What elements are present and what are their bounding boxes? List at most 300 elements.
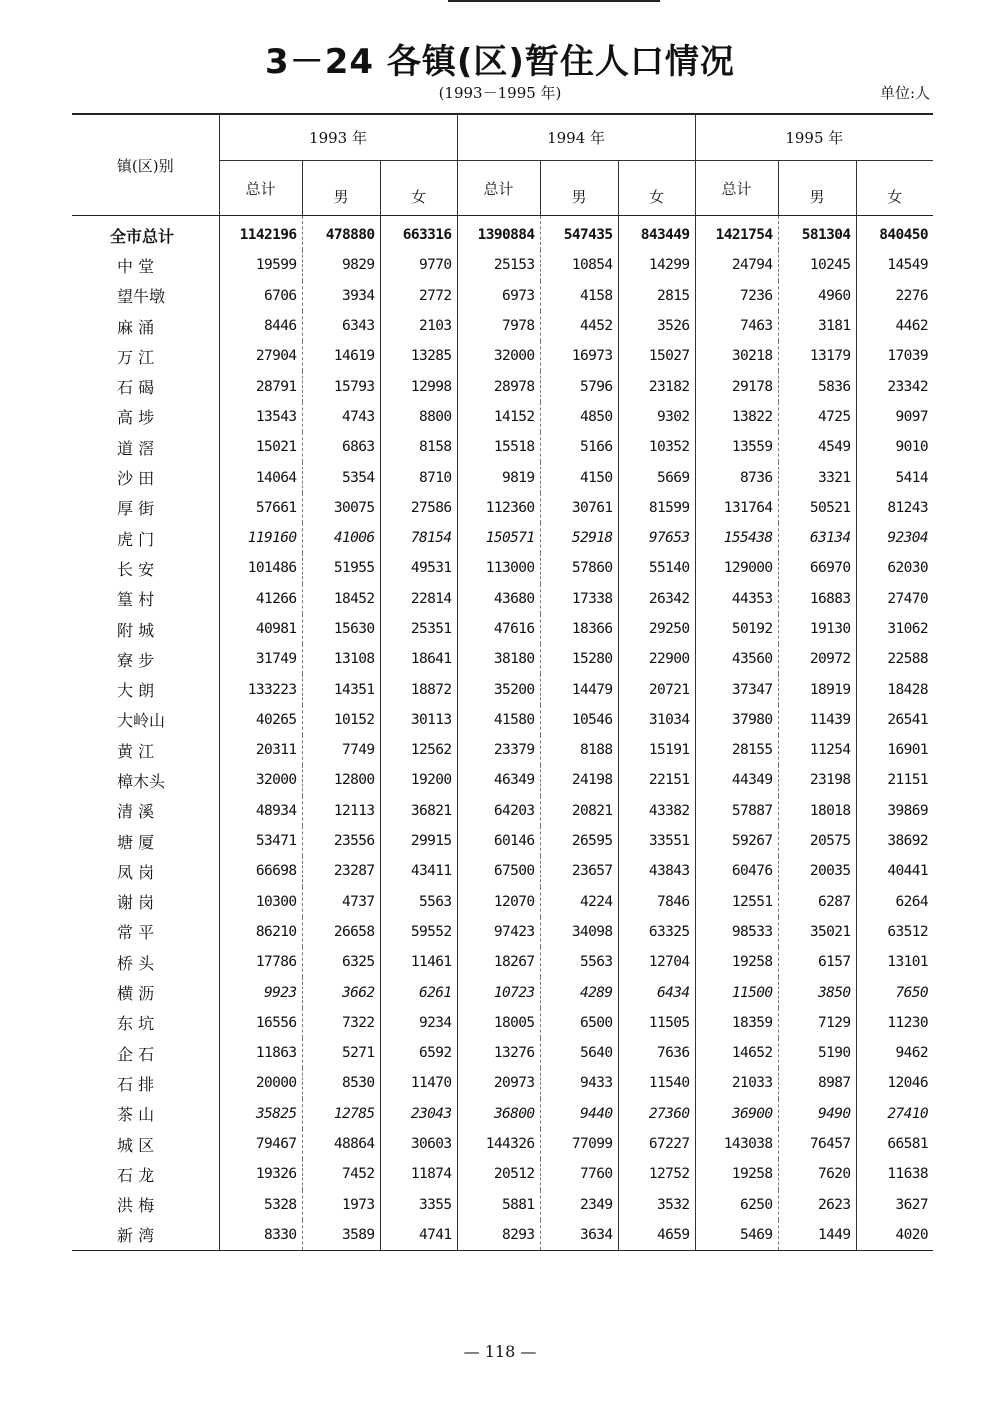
cell-female: 13101 <box>887 954 929 971</box>
cell-total: 19258 <box>695 1159 778 1189</box>
cell-male: 4224 <box>540 887 618 917</box>
town-name: 凤 岗 <box>72 856 219 886</box>
cell-total: 113000 <box>457 553 540 583</box>
cell-total: 50192 <box>695 614 778 644</box>
cell-total: 66698 <box>219 856 302 886</box>
cell-female: 26342 <box>618 584 695 614</box>
cell-female: 29250 <box>618 614 695 644</box>
cell-male: 48864 <box>302 1129 380 1159</box>
cell-male: 10245 <box>778 250 856 280</box>
cell-male: 20035 <box>778 856 856 886</box>
cell-female: 39869 <box>887 802 929 819</box>
cell-female: 13285 <box>380 341 457 371</box>
cell-male: 16883 <box>778 584 856 614</box>
cell-female: 3526 <box>618 311 695 341</box>
cell-total: 1142196 <box>219 216 302 251</box>
cell-male: 6325 <box>302 947 380 977</box>
cell-total: 57887 <box>695 796 778 826</box>
cell-male: 20821 <box>540 796 618 826</box>
cell-male: 4725 <box>778 402 856 432</box>
cell-female: 23043 <box>380 1099 457 1129</box>
cell-total: 18005 <box>457 1008 540 1038</box>
town-name: 桥 头 <box>72 947 219 977</box>
cell-male: 23556 <box>302 826 380 856</box>
cell-total: 7236 <box>695 281 778 311</box>
cell-male: 30761 <box>540 493 618 523</box>
cell-male: 10546 <box>540 705 618 735</box>
town-name: 厚 街 <box>72 493 219 523</box>
cell-female: 6261 <box>380 977 457 1007</box>
cell-male: 5640 <box>540 1038 618 1068</box>
cell-total: 18359 <box>695 1008 778 1038</box>
cell-female: 22900 <box>618 644 695 674</box>
cell-female: 11540 <box>618 1068 695 1098</box>
table-row <box>72 765 933 795</box>
cell-total: 6250 <box>695 1190 778 1220</box>
cell-female: 663316 <box>380 216 457 251</box>
cell-male: 76457 <box>778 1129 856 1159</box>
cell-female: 26541 <box>887 711 929 728</box>
cell-total: 7978 <box>457 311 540 341</box>
page-number: — 118 — <box>463 1342 537 1361</box>
cell-female: 25351 <box>380 614 457 644</box>
cell-female: 9097 <box>895 408 929 425</box>
cell-male: 41006 <box>302 523 380 553</box>
cell-female: 18872 <box>380 674 457 704</box>
town-name: 东 坑 <box>72 1008 219 1038</box>
cell-female: 63512 <box>887 923 929 940</box>
table-row <box>72 674 933 704</box>
cell-male: 18919 <box>778 674 856 704</box>
cell-total: 43560 <box>695 644 778 674</box>
town-name: 篁 村 <box>72 584 219 614</box>
cell-total: 20311 <box>219 735 302 765</box>
cell-female: 7650 <box>895 984 929 1001</box>
cell-male: 20575 <box>778 826 856 856</box>
table-row <box>72 1129 933 1159</box>
cell-total: 20973 <box>457 1068 540 1098</box>
cell-male: 12113 <box>302 796 380 826</box>
table-row <box>72 917 933 947</box>
cell-male: 23287 <box>302 856 380 886</box>
cell-total: 17786 <box>219 947 302 977</box>
cell-total: 14064 <box>219 462 302 492</box>
cell-male: 6287 <box>778 887 856 917</box>
cell-male: 7620 <box>778 1159 856 1189</box>
cell-total: 5881 <box>457 1190 540 1220</box>
cell-male: 15793 <box>302 371 380 401</box>
total-header: 总计 <box>695 161 778 216</box>
cell-male: 5563 <box>540 947 618 977</box>
cell-male: 15280 <box>540 644 618 674</box>
cell-male: 8530 <box>302 1068 380 1098</box>
cell-total: 19599 <box>219 250 302 280</box>
cell-total: 30218 <box>695 341 778 371</box>
cell-male: 8188 <box>540 735 618 765</box>
cell-female: 11461 <box>380 947 457 977</box>
cell-male: 11439 <box>778 705 856 735</box>
town-name: 石 龙 <box>72 1159 219 1189</box>
cell-total: 13822 <box>695 402 778 432</box>
table-row <box>72 614 933 644</box>
year-header-1994: 1994 年 <box>457 114 695 161</box>
town-name: 大 朗 <box>72 674 219 704</box>
cell-female: 11470 <box>380 1068 457 1098</box>
cell-male: 4452 <box>540 311 618 341</box>
female-header: 女 <box>618 161 695 216</box>
cell-total: 144326 <box>457 1129 540 1159</box>
cell-male: 14479 <box>540 674 618 704</box>
town-name: 石 碣 <box>72 371 219 401</box>
cell-female: 40441 <box>887 863 929 880</box>
cell-female: 38692 <box>887 833 929 850</box>
cell-female: 23342 <box>887 378 929 395</box>
cell-female: 840450 <box>879 227 929 244</box>
cell-male: 18366 <box>540 614 618 644</box>
cell-male: 3934 <box>302 281 380 311</box>
cell-female: 2103 <box>380 311 457 341</box>
table-row <box>72 553 933 583</box>
cell-total: 101486 <box>219 553 302 583</box>
cell-male: 52918 <box>540 523 618 553</box>
cell-male: 12785 <box>302 1099 380 1129</box>
cell-male: 10854 <box>540 250 618 280</box>
cell-total: 13543 <box>219 402 302 432</box>
cell-total: 35825 <box>219 1099 302 1129</box>
cell-male: 3321 <box>778 462 856 492</box>
cell-female: 7636 <box>618 1038 695 1068</box>
table-row <box>72 1068 933 1098</box>
cell-total: 32000 <box>219 765 302 795</box>
cell-male: 4549 <box>778 432 856 462</box>
cell-total: 9923 <box>219 977 302 1007</box>
cell-male: 4743 <box>302 402 380 432</box>
table-row <box>72 1190 933 1220</box>
cell-male: 3634 <box>540 1220 618 1251</box>
cell-male: 7322 <box>302 1008 380 1038</box>
cell-total: 25153 <box>457 250 540 280</box>
town-name: 道 滘 <box>72 432 219 462</box>
cell-total: 8293 <box>457 1220 540 1251</box>
cell-total: 11500 <box>695 977 778 1007</box>
cell-total: 29178 <box>695 371 778 401</box>
table-row <box>72 311 933 341</box>
cell-female: 2276 <box>895 287 929 304</box>
table-row <box>72 341 933 371</box>
cell-total: 47616 <box>457 614 540 644</box>
table-row <box>72 947 933 977</box>
cell-male: 547435 <box>540 216 618 251</box>
cell-female: 4741 <box>380 1220 457 1251</box>
cell-male: 4289 <box>540 977 618 1007</box>
cell-total: 28791 <box>219 371 302 401</box>
cell-total: 16556 <box>219 1008 302 1038</box>
cell-female: 81243 <box>887 499 929 516</box>
town-name: 塘 厦 <box>72 826 219 856</box>
cell-female: 11874 <box>380 1159 457 1189</box>
cell-male: 1973 <box>302 1190 380 1220</box>
cell-total: 19258 <box>695 947 778 977</box>
cell-female: 9010 <box>895 439 929 456</box>
cell-total: 38180 <box>457 644 540 674</box>
cell-female: 22588 <box>887 651 929 668</box>
cell-total: 53471 <box>219 826 302 856</box>
cell-total: 97423 <box>457 917 540 947</box>
cell-female: 4659 <box>618 1220 695 1251</box>
cell-male: 3662 <box>302 977 380 1007</box>
cell-male: 6343 <box>302 311 380 341</box>
table-row <box>72 796 933 826</box>
cell-male: 3589 <box>302 1220 380 1251</box>
town-column-header: 镇(区)别 <box>72 114 219 216</box>
cell-female: 8158 <box>380 432 457 462</box>
town-name: 万 江 <box>72 341 219 371</box>
table-row <box>72 402 933 432</box>
cell-female: 63325 <box>618 917 695 947</box>
cell-total: 60476 <box>695 856 778 886</box>
cell-female: 12046 <box>887 1075 929 1092</box>
town-name: 石 排 <box>72 1068 219 1098</box>
town-name: 新 湾 <box>72 1220 219 1251</box>
cell-female: 3355 <box>380 1190 457 1220</box>
cell-female: 6592 <box>380 1038 457 1068</box>
cell-male: 4960 <box>778 281 856 311</box>
cell-female: 36821 <box>380 796 457 826</box>
cell-male: 20972 <box>778 644 856 674</box>
cell-male: 26595 <box>540 826 618 856</box>
town-name: 沙 田 <box>72 462 219 492</box>
year-header-1995: 1995 年 <box>695 114 933 161</box>
cell-female: 66581 <box>887 1136 929 1153</box>
cell-male: 6500 <box>540 1008 618 1038</box>
cell-male: 5271 <box>302 1038 380 1068</box>
cell-female: 17039 <box>887 348 929 365</box>
cell-male: 15630 <box>302 614 380 644</box>
cell-total: 129000 <box>695 553 778 583</box>
year-range: (1993－1995 年) <box>438 84 562 102</box>
cell-male: 5836 <box>778 371 856 401</box>
cell-female: 4020 <box>856 1220 933 1251</box>
cell-female: 22151 <box>618 765 695 795</box>
cell-male: 16973 <box>540 341 618 371</box>
cell-female: 2772 <box>380 281 457 311</box>
cell-total: 43680 <box>457 584 540 614</box>
year-header-1993: 1993 年 <box>219 114 457 161</box>
cell-total: 8330 <box>219 1220 302 1251</box>
cell-total: 86210 <box>219 917 302 947</box>
town-name: 横 沥 <box>72 977 219 1007</box>
cell-total: 31749 <box>219 644 302 674</box>
cell-total: 20000 <box>219 1068 302 1098</box>
town-name: 长 安 <box>72 553 219 583</box>
cell-total: 11863 <box>219 1038 302 1068</box>
cell-female: 9234 <box>380 1008 457 1038</box>
cell-female: 3532 <box>618 1190 695 1220</box>
town-name: 常 平 <box>72 917 219 947</box>
table-row <box>72 281 933 311</box>
total-row <box>72 216 933 251</box>
total-header: 总计 <box>457 161 540 216</box>
cell-male: 26658 <box>302 917 380 947</box>
cell-male: 18018 <box>778 796 856 826</box>
cell-total: 24794 <box>695 250 778 280</box>
cell-total: 44353 <box>695 584 778 614</box>
cell-female: 5669 <box>618 462 695 492</box>
town-name: 黄 江 <box>72 735 219 765</box>
table-row <box>72 735 933 765</box>
cell-total: 28978 <box>457 371 540 401</box>
table-row <box>72 1008 933 1038</box>
cell-female: 6434 <box>618 977 695 1007</box>
cell-total: 133223 <box>219 674 302 704</box>
cell-total: 40265 <box>219 705 302 735</box>
table-row <box>72 705 933 735</box>
town-name: 谢 岗 <box>72 887 219 917</box>
cell-male: 30075 <box>302 493 380 523</box>
cell-male: 478880 <box>302 216 380 251</box>
cell-male: 2623 <box>778 1190 856 1220</box>
cell-total: 150571 <box>457 523 540 553</box>
cell-total: 35200 <box>457 674 540 704</box>
table-row <box>72 584 933 614</box>
town-name: 企 石 <box>72 1038 219 1068</box>
table-row <box>72 1038 933 1068</box>
cell-female: 5563 <box>380 887 457 917</box>
cell-female: 29915 <box>380 826 457 856</box>
town-name: 附 城 <box>72 614 219 644</box>
cell-female: 31034 <box>618 705 695 735</box>
cell-total: 10300 <box>219 887 302 917</box>
page-title: 3－24 各镇(区)暂住人口情况 <box>265 42 735 82</box>
cell-total: 13276 <box>457 1038 540 1068</box>
cell-total: 12070 <box>457 887 540 917</box>
cell-female: 16901 <box>887 742 929 759</box>
cell-female: 18641 <box>380 644 457 674</box>
cell-total: 8446 <box>219 311 302 341</box>
cell-female: 12998 <box>380 371 457 401</box>
cell-female: 15191 <box>618 735 695 765</box>
female-header: 女 <box>856 161 933 216</box>
cell-total: 19326 <box>219 1159 302 1189</box>
cell-total: 5469 <box>695 1220 778 1251</box>
cell-male: 2349 <box>540 1190 618 1220</box>
cell-male: 66970 <box>778 553 856 583</box>
cell-male: 4150 <box>540 462 618 492</box>
cell-male: 5796 <box>540 371 618 401</box>
town-name: 大岭山 <box>72 705 219 735</box>
table-row <box>72 493 933 523</box>
cell-total: 112360 <box>457 493 540 523</box>
cell-total: 14652 <box>695 1038 778 1068</box>
cell-male: 7452 <box>302 1159 380 1189</box>
cell-female: 55140 <box>618 553 695 583</box>
cell-female: 67227 <box>618 1129 695 1159</box>
cell-total: 41580 <box>457 705 540 735</box>
cell-total: 79467 <box>219 1129 302 1159</box>
cell-female: 3627 <box>895 1196 929 1213</box>
town-name: 麻 涌 <box>72 311 219 341</box>
cell-female: 27360 <box>618 1099 695 1129</box>
cell-male: 51955 <box>302 553 380 583</box>
table-row <box>72 856 933 886</box>
cell-male: 9490 <box>778 1099 856 1129</box>
cell-male: 6863 <box>302 432 380 462</box>
cell-total: 119160 <box>219 523 302 553</box>
cell-female: 9770 <box>380 250 457 280</box>
cell-total: 37980 <box>695 705 778 735</box>
cell-female: 4462 <box>895 318 929 335</box>
cell-male: 63134 <box>778 523 856 553</box>
cell-male: 9440 <box>540 1099 618 1129</box>
cell-male: 14351 <box>302 674 380 704</box>
cell-total: 57661 <box>219 493 302 523</box>
cell-female: 2815 <box>618 281 695 311</box>
cell-total: 7463 <box>695 311 778 341</box>
table-row <box>72 826 933 856</box>
cell-female: 9302 <box>618 402 695 432</box>
cell-female: 11505 <box>618 1008 695 1038</box>
cell-female: 14299 <box>618 250 695 280</box>
cell-male: 35021 <box>778 917 856 947</box>
cell-male: 13179 <box>778 341 856 371</box>
cell-male: 4158 <box>540 281 618 311</box>
cell-total: 15518 <box>457 432 540 462</box>
cell-total: 98533 <box>695 917 778 947</box>
table-row <box>72 462 933 492</box>
cell-total: 28155 <box>695 735 778 765</box>
cell-total: 12551 <box>695 887 778 917</box>
cell-female: 22814 <box>380 584 457 614</box>
cell-total: 46349 <box>457 765 540 795</box>
cell-female: 78154 <box>380 523 457 553</box>
town-name: 虎 门 <box>72 523 219 553</box>
cell-male: 19130 <box>778 614 856 644</box>
cell-female: 10352 <box>618 432 695 462</box>
table-row <box>72 371 933 401</box>
cell-female: 843449 <box>618 216 695 251</box>
table-row <box>72 1099 933 1129</box>
cell-total: 143038 <box>695 1129 778 1159</box>
town-name: 樟木头 <box>72 765 219 795</box>
population-table <box>72 113 933 1251</box>
unit-label: 单位:人 <box>879 84 930 102</box>
cell-total: 32000 <box>457 341 540 371</box>
cell-female: 30603 <box>380 1129 457 1159</box>
cell-male: 3850 <box>778 977 856 1007</box>
town-name: 清 溪 <box>72 796 219 826</box>
table-row <box>72 250 933 280</box>
cell-female: 21151 <box>887 772 929 789</box>
cell-female: 59552 <box>380 917 457 947</box>
town-name: 中 堂 <box>72 250 219 280</box>
cell-female: 31062 <box>887 621 929 637</box>
cell-total: 44349 <box>695 765 778 795</box>
cell-total: 13559 <box>695 432 778 462</box>
total-header: 总计 <box>219 161 302 216</box>
table-row <box>72 977 933 1007</box>
cell-total: 60146 <box>457 826 540 856</box>
table-row <box>72 644 933 674</box>
cell-male: 17338 <box>540 584 618 614</box>
cell-male: 12800 <box>302 765 380 795</box>
cell-total: 23379 <box>457 735 540 765</box>
cell-male: 581304 <box>778 216 856 251</box>
cell-male: 13108 <box>302 644 380 674</box>
cell-male: 3181 <box>778 311 856 341</box>
cell-male: 9829 <box>302 250 380 280</box>
cell-female: 30113 <box>380 705 457 735</box>
town-name: 全市总计 <box>72 216 219 251</box>
